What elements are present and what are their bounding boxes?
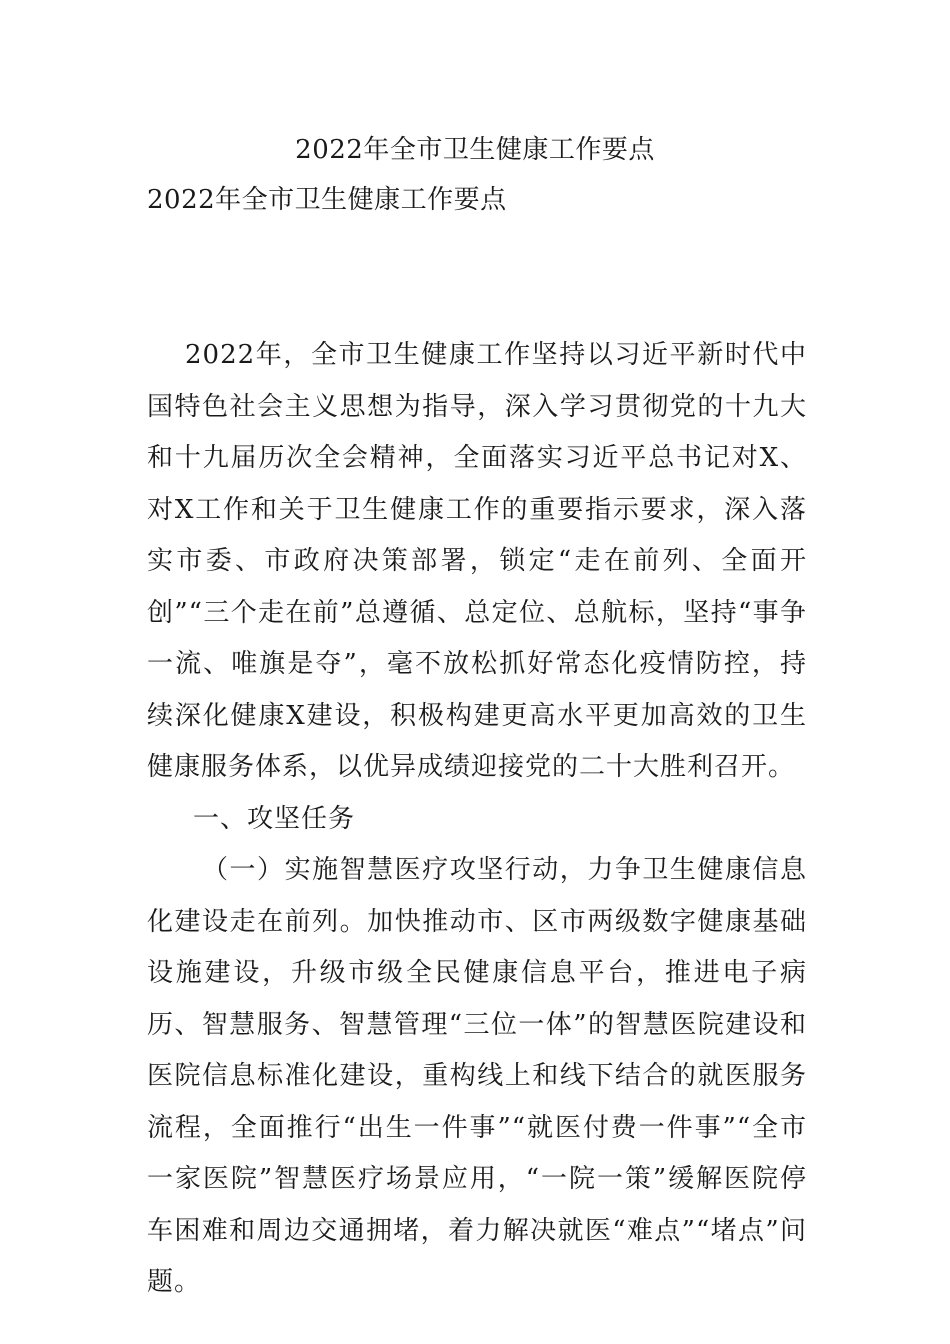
document-subtitle: 2022年全市卫生健康工作要点 — [147, 185, 507, 215]
task-item-1-paragraph: （一）实施智慧医疗攻坚行动，力争卫生健康信息化建设走在前列。加快推动市、区市两级数字健康基础设施建设，升级市级全民健康信息平台，推进电子病历、智慧服务、智慧管理“三位一体”的智慧医院建设和医院信息标准化建设，重构线上和线下结合的就医服务流程，全面推行“出生一件事”“就医付费一件事”“全市一家医院”智慧医疗场景应用，“一院一策”缓解医院停车困难和周边交通拥堵，着力解决就医“难点”“堵点”问题。 — [147, 855, 807, 1297]
document-title: 2022年全市卫生健康工作要点 — [295, 135, 655, 165]
document-body — [147, 330, 807, 1309]
intro-paragraph: 2022年，全市卫生健康工作坚持以习近平新时代中国特色社会主义思想为指导，深入学习贯彻党的十九大和十九届历次全会精神，全面落实习近平总书记对X、对X工作和关于卫生健康工作的重要指示要求，深入落实市委、市政府决策部署，锁定“走在前列、全面开创”“三个走在前”总遵循、总定位、总航标，坚持“事争一流、唯旗是夺”，毫不放松抓好常态化疫情防控，持续深化健康X建设，积极构建更高水平更加高效的卫生健康服务体系，以优异成绩迎接党的二十大胜利召开。 — [147, 340, 807, 782]
section-heading: 一、攻坚任务 — [193, 803, 356, 834]
